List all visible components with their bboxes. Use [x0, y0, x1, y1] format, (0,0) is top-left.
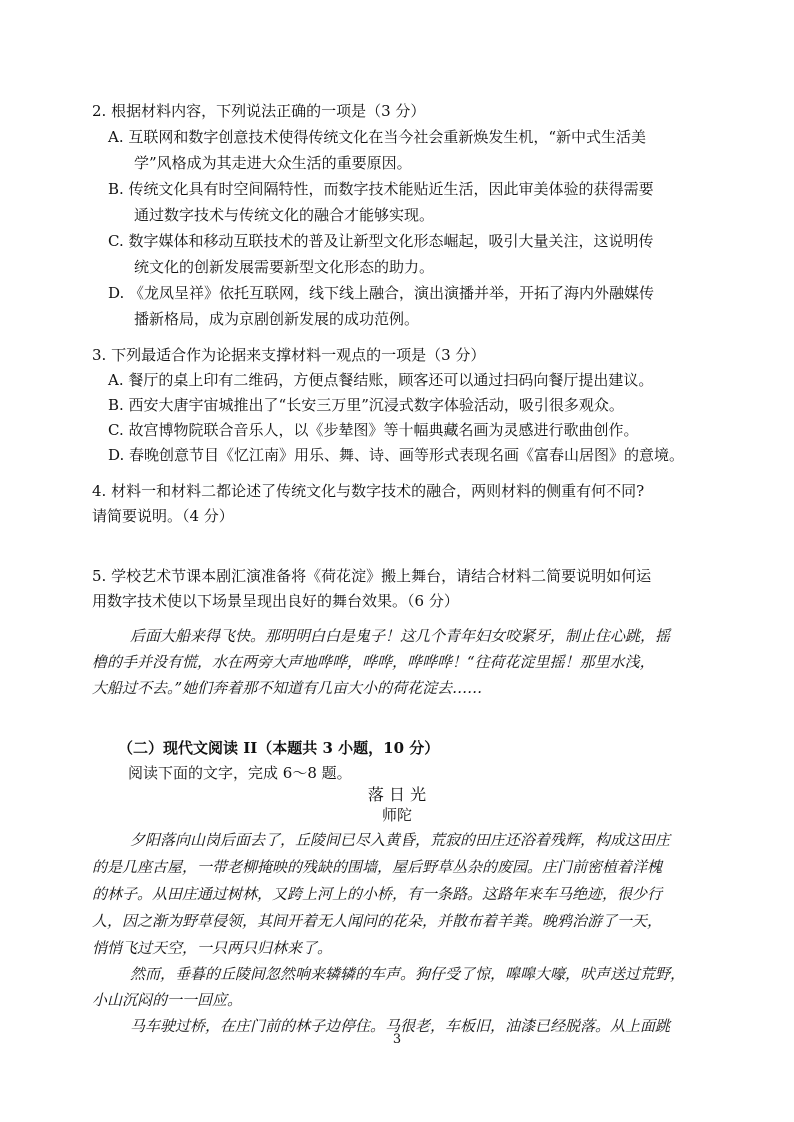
q2-option-c-line2: 统文化的创新发展需要新型文化形态的助力。 [134, 258, 435, 276]
q3-option-a: A. 餐厅的桌上印有二维码，方便点餐结账，顾客还可以通过扫码向餐厅提出建议。 [108, 371, 654, 389]
story-p1-line4: 人，因之渐为野草侵领，其间开着无人闻问的花朵，并散布着羊粪。晚鸦治游了一天， [92, 912, 663, 930]
q5-line2: 用数字技术使以下场景呈现出良好的舞台效果。（6 分） [92, 592, 459, 610]
q2-option-b-line2: 通过数字技术与传统文化的融合才能够实现。 [134, 206, 435, 224]
story-author: 师陀 [381, 806, 412, 824]
q3-stem: 3. 下列最适合作为论据来支撑材料一观点的一项是（3 分） [92, 346, 486, 364]
story-p1-line1: 夕阳落向山岗后面去了，丘陵间已尽入黄昏，荒寂的田庄还浴着残辉，构成这田庄 [130, 831, 671, 849]
section-instruction: 阅读下面的文字，完成 6～8 题。 [128, 764, 352, 782]
q2-option-c-line1: C. 数字媒体和移动互联技术的普及让新型文化形态崛起，吸引大量关注，这说明传 [108, 232, 654, 250]
story-p1-line2: 的是几座古屋，一带老柳掩映的残缺的围墙，屋后野草丛杂的废园。庄门前密植着洋槐 [92, 858, 663, 876]
story-p1-line5: 悄悄飞过天空，一只两只归林来了。 [92, 939, 333, 957]
page-number: 3 [392, 1032, 402, 1047]
q3-option-b: B. 西安大唐宇宙城推出了“长安三万里”沉浸式数字体验活动，吸引很多观众。 [108, 396, 624, 414]
story-p2-line1: 然而，垂暮的丘陵间忽然响来辚辚的车声。狗仔受了惊，嗥嗥大嚎，吠声送过荒野， [130, 965, 686, 983]
q4-line1: 4. 材料一和材料二都论述了传统文化与数字技术的融合，两则材料的侧重有何不同? [92, 482, 645, 500]
q3-option-c: C. 故宫博物院联合音乐人，以《步辇图》等十幅典藏名画为灵感进行歌曲创作。 [108, 421, 639, 439]
q2-option-a-line1: A. 互联网和数字创意技术使得传统文化在当今社会重新焕发生机，“新中式生活美 [108, 128, 647, 146]
story-p2-line2: 小山沉闷的一一回应。 [92, 991, 243, 1009]
excerpt-line2: 橹的手并没有慌，水在两旁大声地哗哗，哗哗，哗哗哗！“往荷花淀里摇！那里水浅， [92, 653, 655, 671]
q2-option-d-line1: D. 《龙凤呈祥》依托互联网，线下线上融合，演出演播并举，开拓了海内外融媒传 [108, 284, 655, 302]
q2-option-d-line2: 播新格局，成为京剧创新发展的成功范例。 [134, 310, 420, 328]
story-title: 落 日 光 [367, 785, 427, 804]
q2-stem: 2. 根据材料内容，下列说法正确的一项是（3 分） [92, 102, 426, 120]
story-p3-line1: 马车驶过桥，在庄门前的林子边停住。马很老，车板旧，油漆已经脱落。从上面跳 [130, 1017, 671, 1035]
story-p1-line3: 的林子。从田庄通过树林，又跨上河上的小桥，有一条路。这路年来车马绝迹，很少行 [92, 885, 663, 903]
q2-option-a-line2: 学”风格成为其走进大众生活的重要原因。 [134, 154, 412, 172]
excerpt-line1: 后面大船来得飞快。那明明白白是鬼子！这几个青年妇女咬紧牙，制止住心跳，摇 [130, 627, 671, 645]
q5-line1: 5. 学校艺术节课本剧汇演准备将《荷花淀》搬上舞台，请结合材料二简要说明如何运 [92, 567, 652, 585]
q2-option-b-line1: B. 传统文化具有时空间隔特性，而数字技术能贴近生活，因此审美体验的获得需要 [108, 180, 654, 198]
q4-line2: 请简要说明。（4 分） [92, 507, 234, 525]
excerpt-line3: 大船过不去。”她们奔着那不知道有几亩大小的荷花淀去…… [92, 679, 483, 697]
section-heading: （二）现代文阅读 II（本题共 3 小题，10 分） [118, 739, 440, 757]
q3-option-d: D. 春晚创意节目《忆江南》用乐、舞、诗、画等形式表现名画《富春山居图》的意境。 [108, 446, 685, 464]
